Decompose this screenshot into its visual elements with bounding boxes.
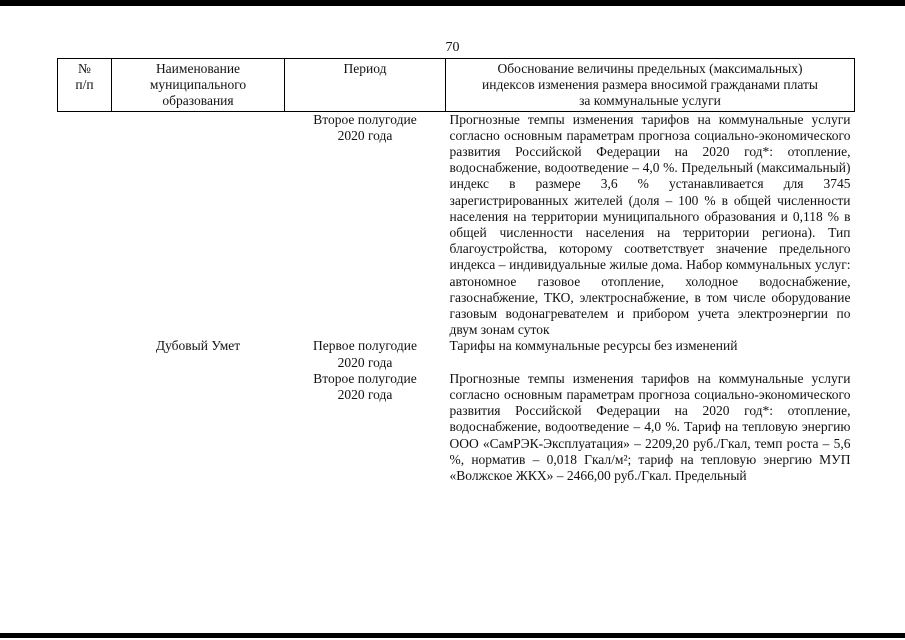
header-number: № п/п <box>58 59 112 112</box>
tariff-table <box>57 58 855 484</box>
justification-text: Прогнозные темпы изменения тарифов на коммунальные услуги согласно основным параметрам прогноза социально-экономического развития Российской Федерации на 2020 год*: отопление, водоснабжение, водоотведение – 4,0 %. Тариф на тепловую энергию ООО «СамРЭК-Эксплуатация» – 2209,20 руб./Гкал, темп роста – 5,6 %, норматив – 0,018 Гкал/м²; тариф на тепловую энергию МУП «Волжское ЖКХ» – 2466,00 руб./Гкал. Предельный <box>449 370 851 484</box>
table-row <box>58 338 855 370</box>
municipality-name <box>112 111 285 338</box>
table-row <box>58 371 855 484</box>
header-municipality: Наименование муниципального образования <box>112 59 285 112</box>
table-row <box>58 111 855 338</box>
header-period: Период <box>285 59 446 112</box>
period-cell: Второе полугодие 2020 года <box>313 370 417 403</box>
municipality-name <box>112 371 285 484</box>
justification-text: Прогнозные темпы изменения тарифов на коммунальные услуги согласно основным параметрам прогноза социально-экономического развития Российской Федерации на 2020 год*: отопление, водоснабжение, водоотведение – 4,0 %. Предельный (максимальный) индекс в размере 3,6 % устанавливается для 3745 зарегистрированных жителей (доля – 100 % в общей численности населения на территории муниципального образования и 0,118 % в общей численности населения на территории региона). Тип благоустройства, которому соответствует значение предельного индекса – индивидуальные жилые дома. Набор коммунальных услуг: автономное газовое отопление, холодное водоснабжение, газоснабжение, ТКО, электроснабжение, в том числе оборудование газовым водонагревателем и прибором учета электроэнергии по двум зонам суток <box>449 111 851 338</box>
period-cell: Первое полугодие 2020 года <box>313 338 417 370</box>
header-justification: Обоснование величины предельных (максимальных) индексов изменения размера вносимой гражданами платы за коммунальные услуги <box>446 59 855 112</box>
table-header-row <box>58 59 855 112</box>
top-border-bar <box>0 0 905 6</box>
page-number: 70 <box>445 40 460 55</box>
municipality-name: Дубовый Умет <box>155 338 241 354</box>
period-cell: Второе полугодие 2020 года <box>313 111 417 143</box>
justification-text: Тарифы на коммунальные ресурсы без изменений <box>449 338 738 354</box>
bottom-border-bar <box>0 633 905 638</box>
